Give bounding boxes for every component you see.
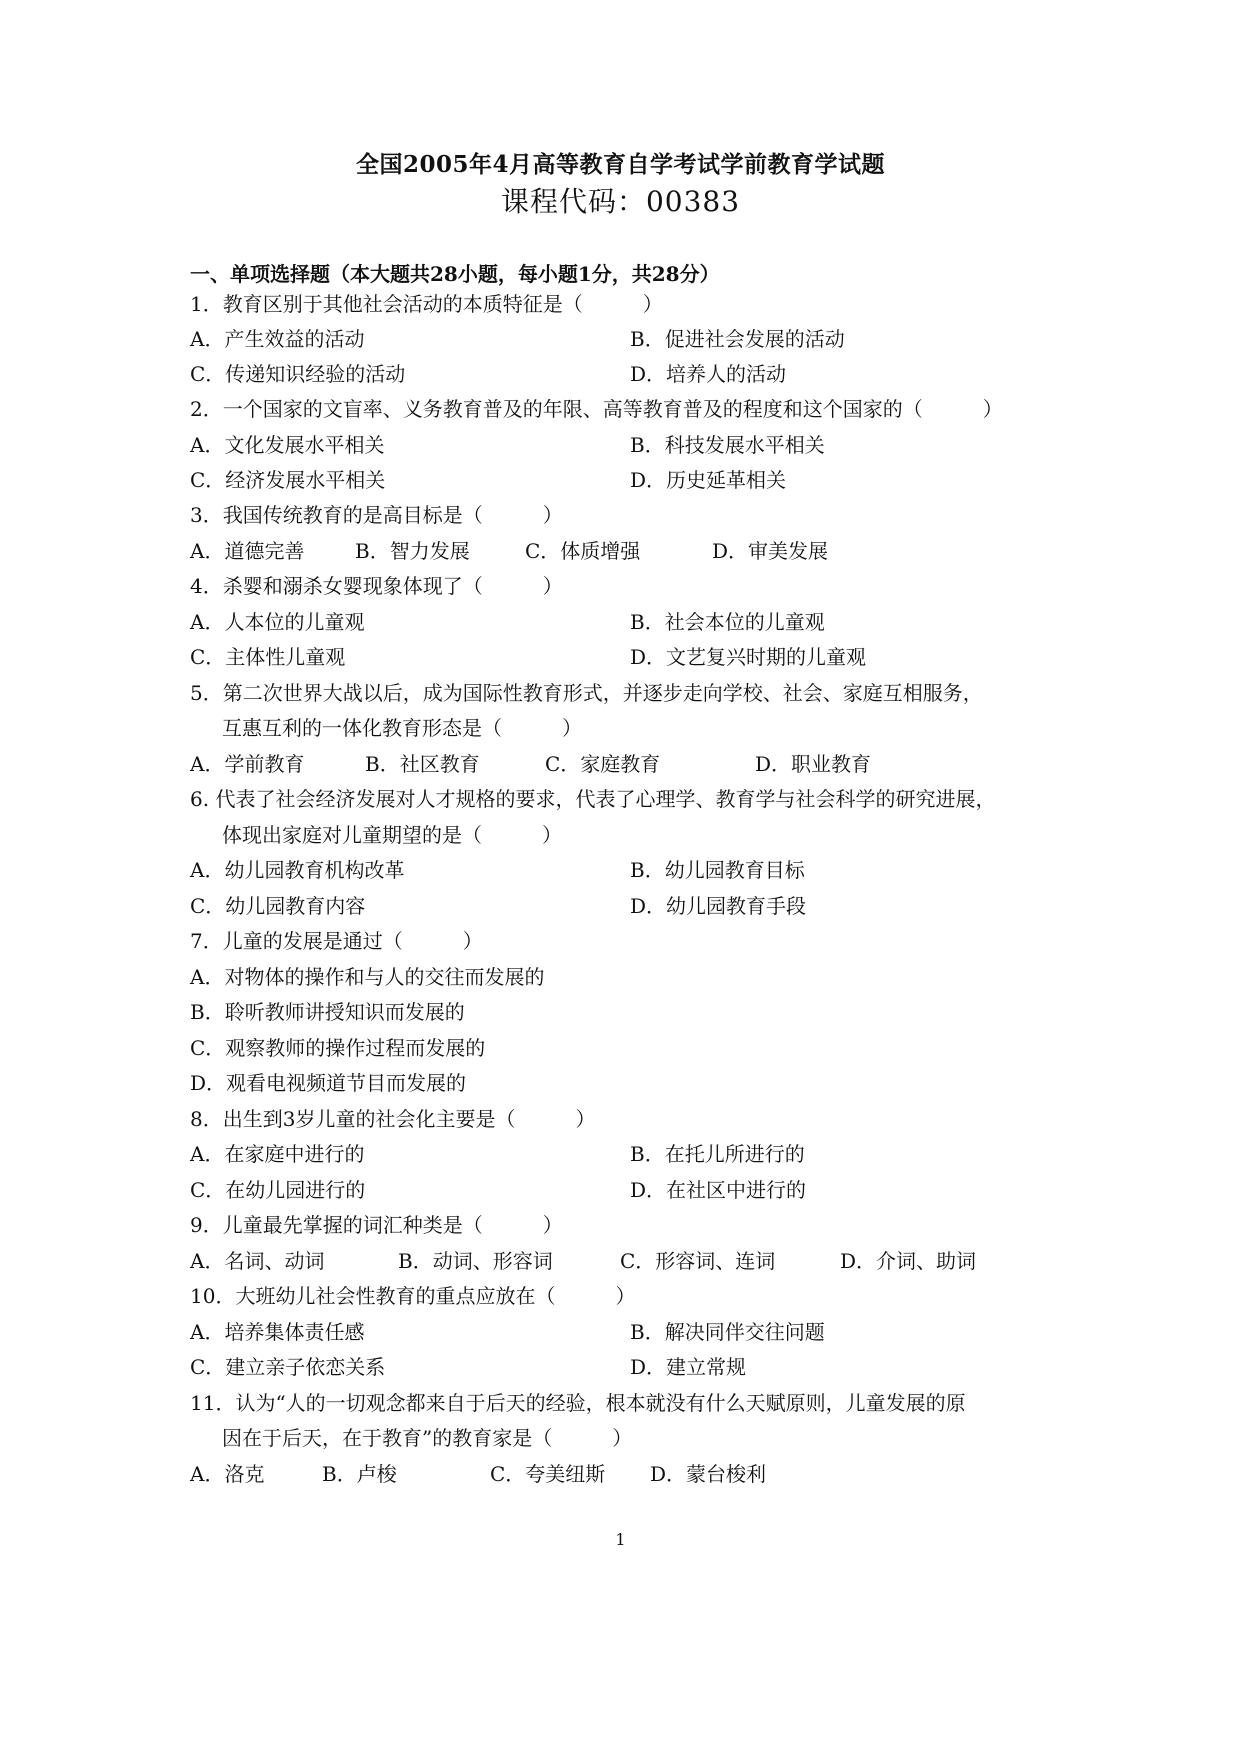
- question-9-option-c: C．形容词、连词: [620, 1249, 776, 1273]
- page-number: 1: [615, 1530, 626, 1549]
- question-9-stem: 9．儿童最先掌握的词汇种类是（ ）: [190, 1213, 563, 1237]
- question-2-option-b: B．科技发展水平相关: [630, 433, 825, 457]
- question-8-option-b: B．在托儿所进行的: [630, 1142, 805, 1166]
- question-7-stem: 7．儿童的发展是通过（ ）: [190, 929, 483, 953]
- question-8-option-d: D．在社区中进行的: [630, 1178, 807, 1202]
- question-10-option-b: B．解决同伴交往问题: [630, 1320, 825, 1344]
- question-3-option-c: C．体质增强: [525, 539, 641, 563]
- question-2-option-d: D．历史延革相关: [630, 468, 787, 492]
- question-6-option-a: A．幼儿园教育机构改革: [190, 858, 405, 882]
- question-7-option-a: A．对物体的操作和与人的交往而发展的: [190, 965, 545, 989]
- question-1-stem: 1．教育区别于其他社会活动的本质特征是（ ）: [190, 292, 663, 316]
- course-code: 课程代码：00383: [500, 185, 741, 218]
- question-6-stem: 6. 代表了社会经济发展对人才规格的要求，代表了心理学、教育学与社会科学的研究进展，: [190, 787, 996, 811]
- question-6-stem-cont: 体现出家庭对儿童期望的是（ ）: [222, 823, 562, 847]
- question-2-option-a: A．文化发展水平相关: [190, 433, 385, 457]
- question-10-option-a: A．培养集体责任感: [190, 1320, 365, 1344]
- question-4-option-b: B．社会本位的儿童观: [630, 610, 825, 634]
- question-5-stem: 5．第二次世界大战以后，成为国际性教育形式，并逐步走向学校、社会、家庭互相服务，: [190, 681, 983, 705]
- question-8-option-c: C．在幼儿园进行的: [190, 1178, 366, 1202]
- question-11-option-b: B．卢梭: [322, 1462, 397, 1486]
- question-9-option-b: B．动词、形容词: [398, 1249, 553, 1273]
- question-7-option-b: B．聆听教师讲授知识而发展的: [190, 1000, 465, 1024]
- question-5-option-a: A．学前教育: [190, 752, 305, 776]
- question-11-stem-cont: 因在于后天，在于教育”的教育家是（ ）: [222, 1426, 633, 1450]
- exam-title: 全国2005年4月高等教育自学考试学前教育学试题: [355, 151, 886, 178]
- question-6-option-c: C．幼儿园教育内容: [190, 894, 366, 918]
- question-11-stem: 11．认为“人的一切观念都来自于后天的经验，根本就没有什么天赋原则，儿童发展的原: [190, 1391, 966, 1415]
- question-10-option-c: C．建立亲子依恋关系: [190, 1355, 386, 1379]
- question-5-option-c: C．家庭教育: [545, 752, 661, 776]
- question-3-option-b: B．智力发展: [355, 539, 470, 563]
- question-8-stem: 8．出生到3岁儿童的社会化主要是（ ）: [190, 1107, 596, 1131]
- question-4-stem: 4．杀婴和溺杀女婴现象体现了（ ）: [190, 574, 563, 598]
- question-1-option-b: B．促进社会发展的活动: [630, 327, 845, 351]
- question-6-option-b: B．幼儿园教育目标: [630, 858, 805, 882]
- question-9-option-d: D．介词、助词: [840, 1249, 977, 1273]
- question-2-stem: 2．一个国家的文盲率、义务教育普及的年限、高等教育普及的程度和这个国家的（ ）: [190, 397, 1003, 421]
- question-11-option-d: D．蒙台梭利: [650, 1462, 767, 1486]
- question-5-option-d: D．职业教育: [755, 752, 872, 776]
- question-3-stem: 3．我国传统教育的是高目标是（ ）: [190, 503, 563, 527]
- question-3-option-a: A．道德完善: [190, 539, 305, 563]
- question-5-stem-cont: 互惠互利的一体化教育形态是（ ）: [222, 716, 582, 740]
- question-2-option-c: C．经济发展水平相关: [190, 468, 386, 492]
- question-4-option-d: D．文艺复兴时期的儿童观: [630, 645, 867, 669]
- question-7-option-d: D．观看电视频道节目而发展的: [190, 1071, 467, 1095]
- question-1-option-a: A．产生效益的活动: [190, 327, 365, 351]
- question-3-option-d: D．审美发展: [712, 539, 829, 563]
- question-1-option-c: C．传递知识经验的活动: [190, 362, 406, 386]
- question-5-option-b: B．社区教育: [365, 752, 480, 776]
- question-7-option-c: C．观察教师的操作过程而发展的: [190, 1036, 486, 1060]
- question-4-option-c: C．主体性儿童观: [190, 645, 346, 669]
- question-11-option-c: C．夸美纽斯: [490, 1462, 606, 1486]
- question-6-option-d: D．幼儿园教育手段: [630, 894, 807, 918]
- section-heading: 一、单项选择题（本大题共28小题，每小题1分，共28分）: [190, 262, 720, 286]
- question-8-option-a: A．在家庭中进行的: [190, 1142, 365, 1166]
- question-9-option-a: A．名词、动词: [190, 1249, 325, 1273]
- question-4-option-a: A．人本位的儿童观: [190, 610, 365, 634]
- question-11-option-a: A．洛克: [190, 1462, 265, 1486]
- question-10-stem: 10．大班幼儿社会性教育的重点应放在（ ）: [190, 1284, 636, 1308]
- question-10-option-d: D．建立常规: [630, 1355, 747, 1379]
- question-1-option-d: D．培养人的活动: [630, 362, 787, 386]
